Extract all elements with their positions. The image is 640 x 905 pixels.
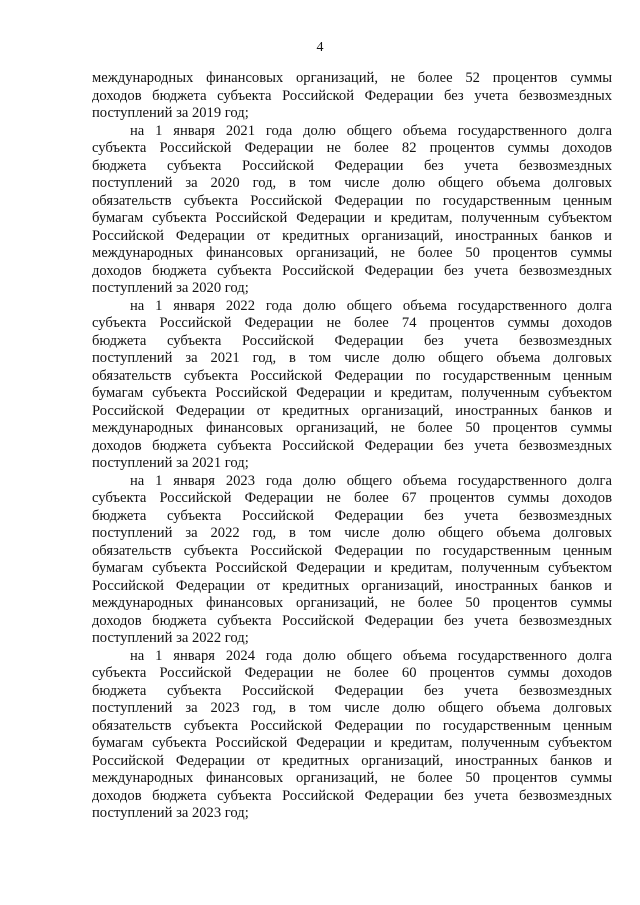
text-line: бумагам субъекта Российской Федерации и кредитам, полученным субъектом [92,385,612,401]
text-line: международных финансовых организаций, не более 50 процентов суммы [92,245,612,261]
text-line: Российской Федерации от кредитных организаций, иностранных банков и [92,752,612,769]
text-line: бумагам субъекта Российской Федерации и кредитам, полученным субъектом [92,560,612,576]
text-line: поступлений за 2020 год; [92,280,249,296]
text-line: поступлений за 2019 год; [92,105,249,121]
text-line: поступлений за 2022 год; [92,630,249,646]
text-line: бумагам субъекта Российской Федерации и кредитам, полученным субъектом [92,210,612,226]
text-line: поступлений за 2022 год, в том числе долю общего объема долговых [92,525,612,541]
body-text [92,70,612,823]
text-line: поступлений за 2021 год, в том числе долю общего объема долговых [92,350,612,366]
text-line: поступлений за 2020 год, в том числе долю общего объема долговых [92,175,612,191]
text-line: поступлений за 2023 год, в том числе долю общего объема долговых [92,700,612,716]
text-line: доходов бюджета субъекта Российской Федерации без учета безвозмездных [92,437,612,454]
text-line: на 1 января 2021 года долю общего объема государственного долга [130,122,612,139]
text-line: бюджета субъекта Российской Федерации без учета безвозмездных [92,157,612,174]
text-line: международных финансовых организаций, не более 50 процентов суммы [92,420,612,436]
page-number: 4 [316,40,324,55]
text-line: международных финансовых организаций, не более 50 процентов суммы [92,770,612,786]
text-line: доходов бюджета субъекта Российской Федерации без учета безвозмездных [92,612,612,629]
text-line: на 1 января 2023 года долю общего объема государственного долга [130,472,612,489]
text-line: обязательств субъекта Российской Федерации по государственным ценным [92,367,612,384]
text-line: Российской Федерации от кредитных организаций, иностранных банков и [92,577,612,594]
text-line: международных финансовых организаций, не более 52 процентов суммы [92,70,612,86]
text-line: доходов бюджета субъекта Российской Федерации без учета безвозмездных [92,87,612,104]
text-line: доходов бюджета субъекта Российской Федерации без учета безвозмездных [92,787,612,804]
text-line: обязательств субъекта Российской Федерации по государственным ценным [92,192,612,209]
text-line: бюджета субъекта Российской Федерации без учета безвозмездных [92,507,612,524]
text-line: субъекта Российской Федерации не более 67 процентов суммы доходов [92,490,612,506]
text-line: субъекта Российской Федерации не более 74 процентов суммы доходов [92,315,612,331]
text-line: обязательств субъекта Российской Федерации по государственным ценным [92,542,612,559]
text-line: субъекта Российской Федерации не более 82 процентов суммы доходов [92,140,612,156]
text-line: бюджета субъекта Российской Федерации без учета безвозмездных [92,332,612,349]
text-line: международных финансовых организаций, не более 50 процентов суммы [92,595,612,611]
text-line: бюджета субъекта Российской Федерации без учета безвозмездных [92,682,612,699]
text-line: обязательств субъекта Российской Федерации по государственным ценным [92,717,612,734]
text-line: Российской Федерации от кредитных организаций, иностранных банков и [92,227,612,244]
text-line: на 1 января 2024 года долю общего объема государственного долга [130,647,612,664]
text-line: поступлений за 2021 год; [92,455,249,471]
text-line: поступлений за 2023 год; [92,805,249,821]
text-line: на 1 января 2022 года долю общего объема государственного долга [130,297,612,314]
text-line: доходов бюджета субъекта Российской Федерации без учета безвозмездных [92,262,612,279]
text-line: субъекта Российской Федерации не более 60 процентов суммы доходов [92,665,612,681]
text-line: Российской Федерации от кредитных организаций, иностранных банков и [92,402,612,419]
text-line: бумагам субъекта Российской Федерации и кредитам, полученным субъектом [92,735,612,751]
